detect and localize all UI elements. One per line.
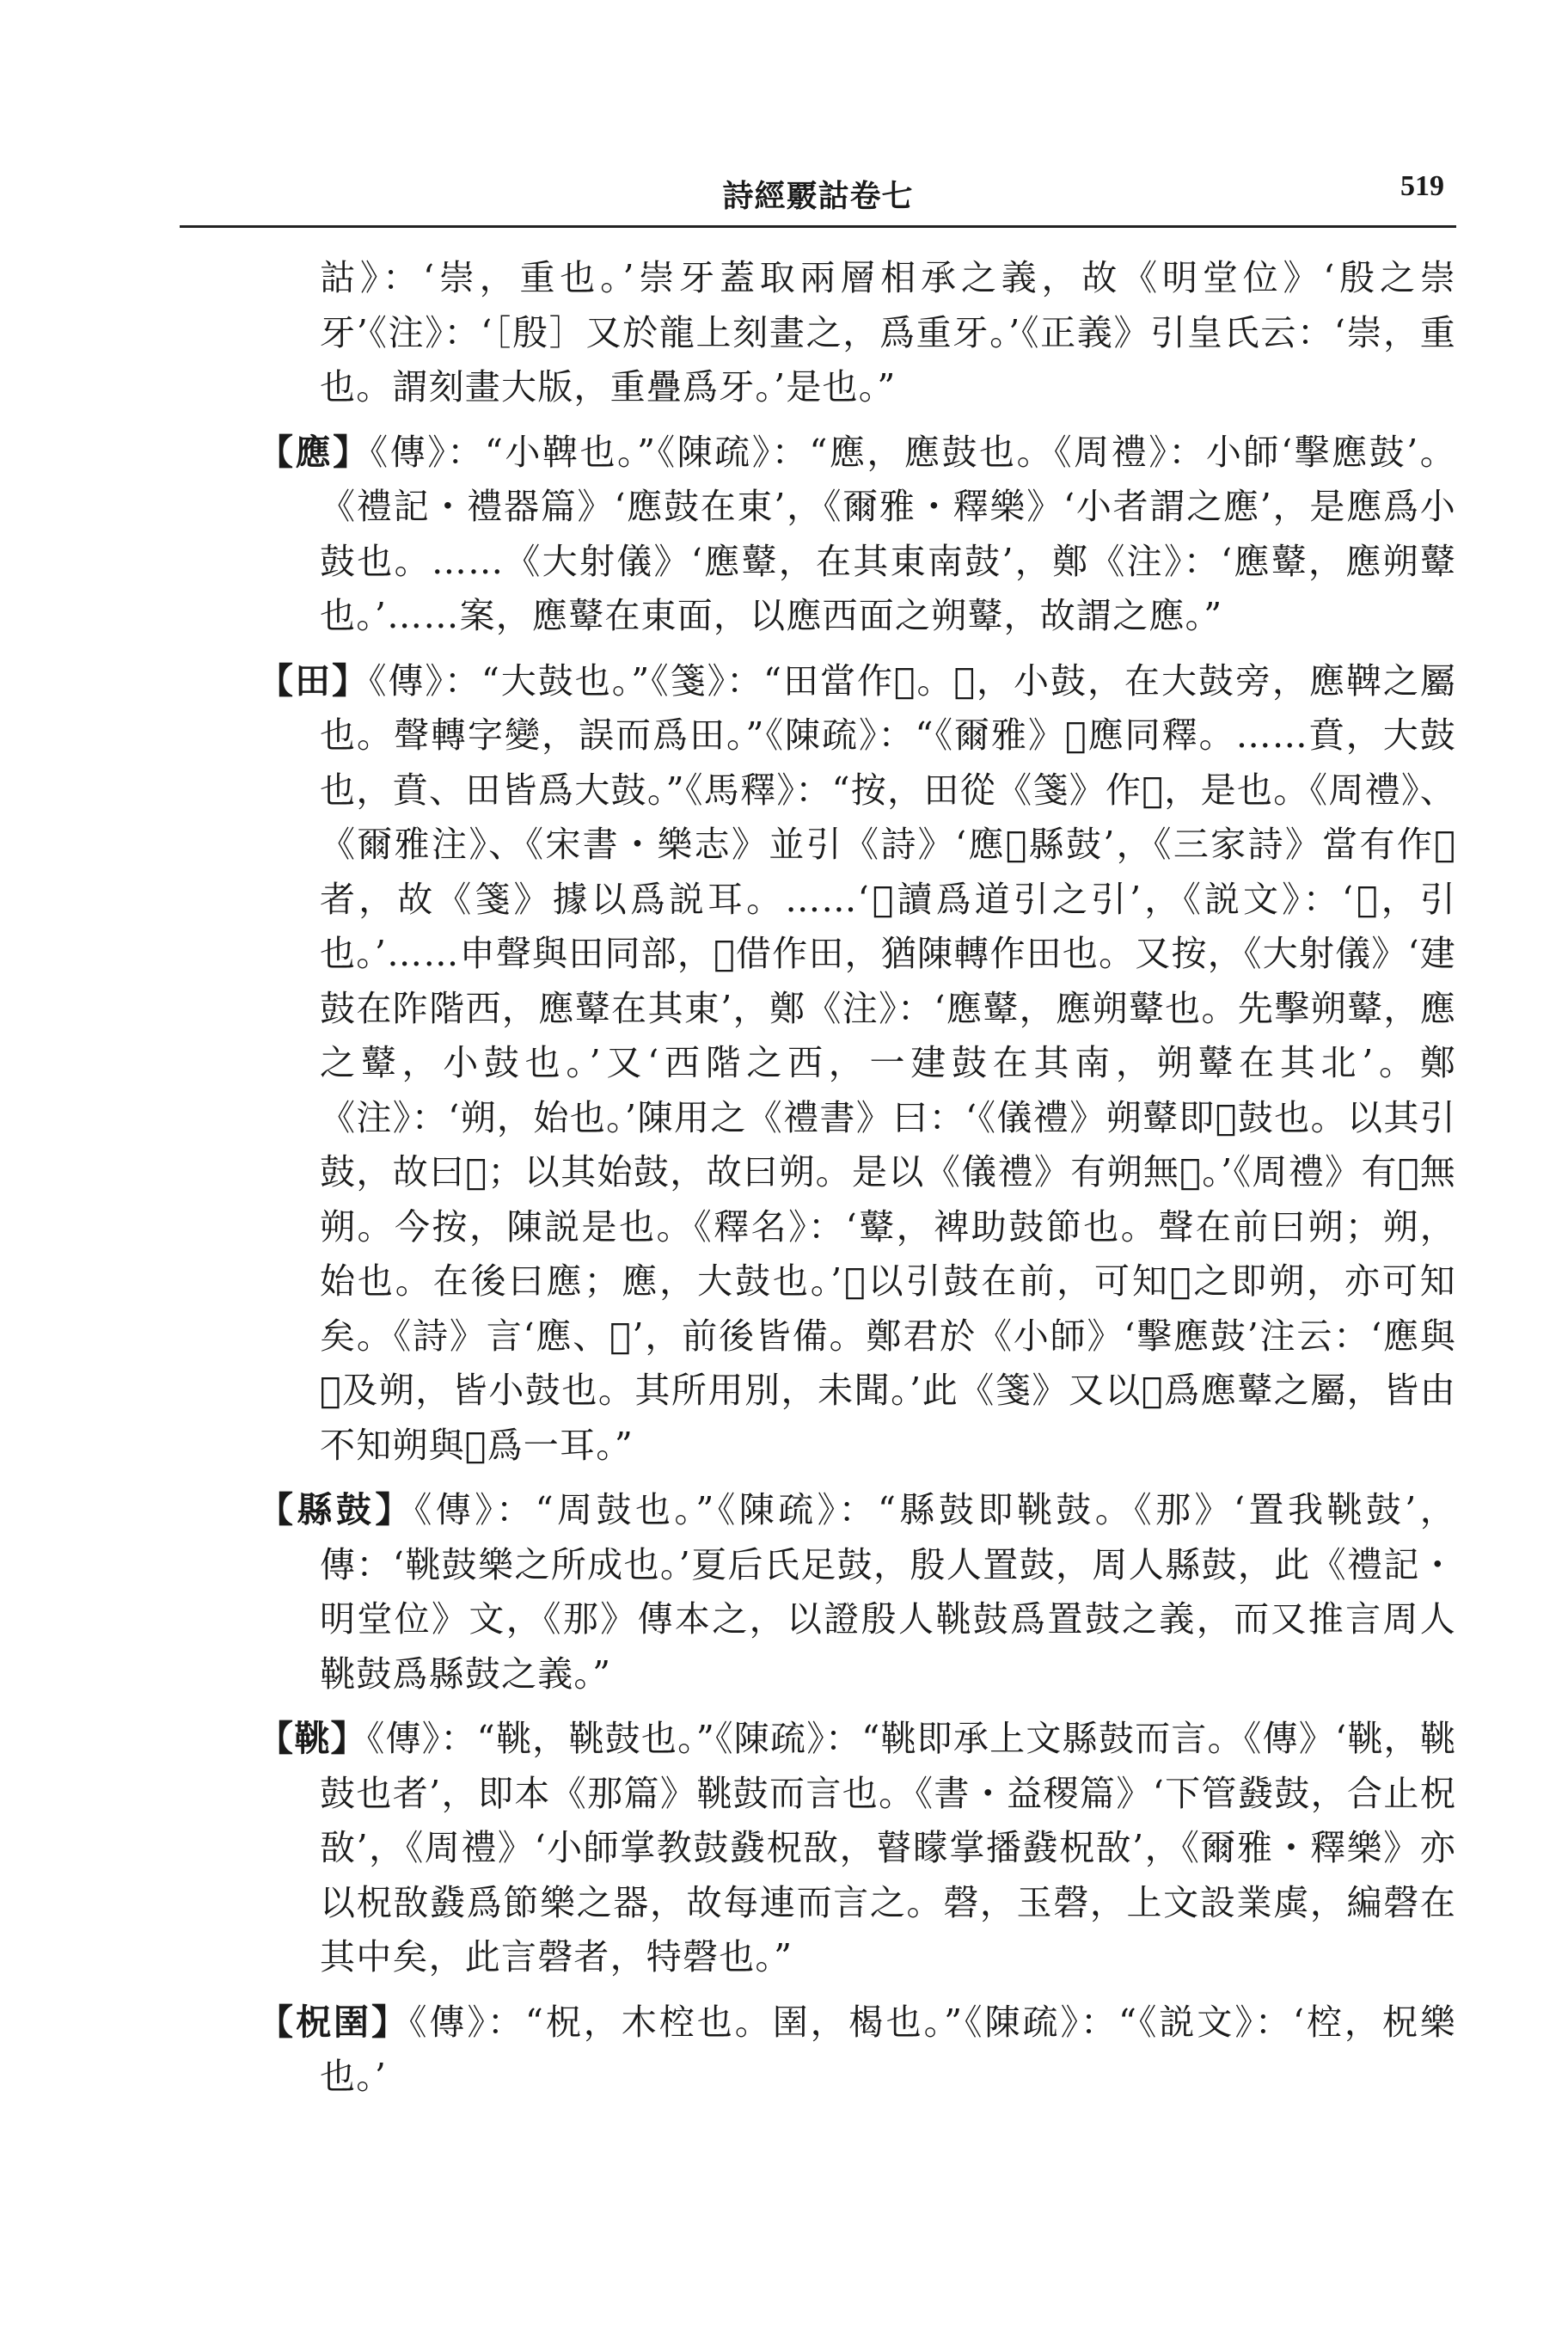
entry-text: 詁》：‘崇，重也。’崇牙蓋取兩層相承之義，故《明堂位》‘殷之崇牙’《注》：‘［殷］又於龍上刻畫之，爲重牙。’《正義》引皇氏云：‘崇，重也。謂刻畫大版，重疊爲牙。’是也。” [320, 257, 1456, 408]
entry-zhuyu [0, 1996, 1568, 2105]
entry-headword: 【縣鼓】 [258, 1489, 414, 1530]
entry-ying [0, 426, 1568, 644]
entry-text: 《傳》：“大鼓也。”《箋》：“田當作𣗥。𣗥，小鼓，在大鼓旁，應鞞之屬也。聲轉字變，誤而爲田。”《陳疏》：“《爾雅》𪔛應同釋。……賁，大鼓也，賁、田皆爲大鼓。”《馬釋》：“按，田從《箋》作𣗥，是也。《周禮》、《爾雅注》、《宋書・樂志》並引《詩》‘應𣗥縣鼓’，《三家詩》當有作𣗥者，故《箋》據以爲説耳。……‘𣗥讀爲道引之引’，《説文》：‘𢼄，引也。’……申聲與田同部，𣗥借作田，猶陳轉作田也。又按，《大射儀》‘建鼓在阼階西，應鼙在其東’，鄭《注》：‘應鼙，應朔鼙也。先擊朔鼙，應之鼙，小鼓也。’又‘西階之西，一建鼓在其南，朔鼙在其北’。鄭《注》：‘朔，始也。’陳用之《禮書》曰：‘《儀禮》朔鼙即𣗥鼓也。以其引鼓，故曰𣗥；以其始鼓，故曰朔。是以《儀禮》有朔無𣗥。’《周禮》有𣗥無朔。今按，陳説是也。《釋名》：‘鼙，裨助鼓節也。聲在前曰朔；朔，始也。在後曰應；應，大鼓也。’𣗥以引鼓在前，可知𣗥之即朔，亦可知矣。《詩》言‘應、𣗥’，前後皆備。鄭君於《小師》‘擊應鼓’注云：‘應與𣗥及朔，皆小鼓也。其所用別，未聞。’此《箋》又以𣗥爲應鼙之屬，皆由不知朔與𣗥爲一耳。” [320, 659, 1456, 1466]
entry-text: 《傳》：“小鞞也。”《陳疏》：“應，應鼓也。《周禮》：小師‘擊應鼓’。《禮記・禮器篇》‘應鼓在東’，《爾雅・釋樂》‘小者謂之應’，是應爲小鼓也。……《大射儀》‘應鼙，在其東南鼓’，鄭《注》：‘應鼙，應朔鼙也。’……案，應鼙在東面，以應西面之朔鼙，故謂之應。” [320, 431, 1456, 636]
page-header [180, 165, 1456, 222]
entry-tao [0, 1712, 1568, 1985]
entry-headword: 【田】 [258, 659, 369, 702]
entry-headword: 【柷圉】 [258, 2001, 409, 2043]
entry-continuation [0, 251, 1568, 415]
entry-tian [0, 654, 1568, 1474]
page-body [0, 251, 1568, 2105]
entry-headword: 【鞉】 [258, 1718, 367, 1759]
running-title: 詩經覈詁卷七 [722, 178, 914, 214]
entry-text: 《傳》：“周鼓也。”《陳疏》：“縣鼓即鞉鼓。《那》‘置我鞉鼓’，傳：‘鞉鼓樂之所成也。’夏后氏足鼓，殷人置鼓，周人縣鼓，此《禮記・明堂位》文，《那》傳本之，以證殷人鞉鼓爲置鼓之義，而又推言周人鞉鼓爲縣鼓之義。” [320, 1489, 1456, 1695]
page-number: 519 [1400, 170, 1444, 202]
entry-text: 《傳》：“鞉，鞉鼓也。”《陳疏》：“鞉即承上文縣鼓而言。《傳》‘鞉，鞉鼓也者’，即本《那篇》鞉鼓而言也。《書・益稷篇》‘下管鼗鼓，合止柷敔’，《周禮》‘小師掌教鼓鼗柷敔，瞽矇掌播鼗柷敔’，《爾雅・釋樂》亦以柷敔鼗爲節樂之器，故每連而言之。磬，玉磬，上文設業虡，編磬在其中矣，此言磬者，特磬也。” [320, 1718, 1456, 1977]
entry-xiangu [0, 1483, 1568, 1701]
entry-headword: 【應】 [258, 431, 371, 473]
header-rule [180, 225, 1456, 228]
entry-text: 《傳》：“柷，木椌也。圉，楬也。”《陳疏》：“《説文》：‘椌，柷樂也。’ [320, 2001, 1456, 2097]
